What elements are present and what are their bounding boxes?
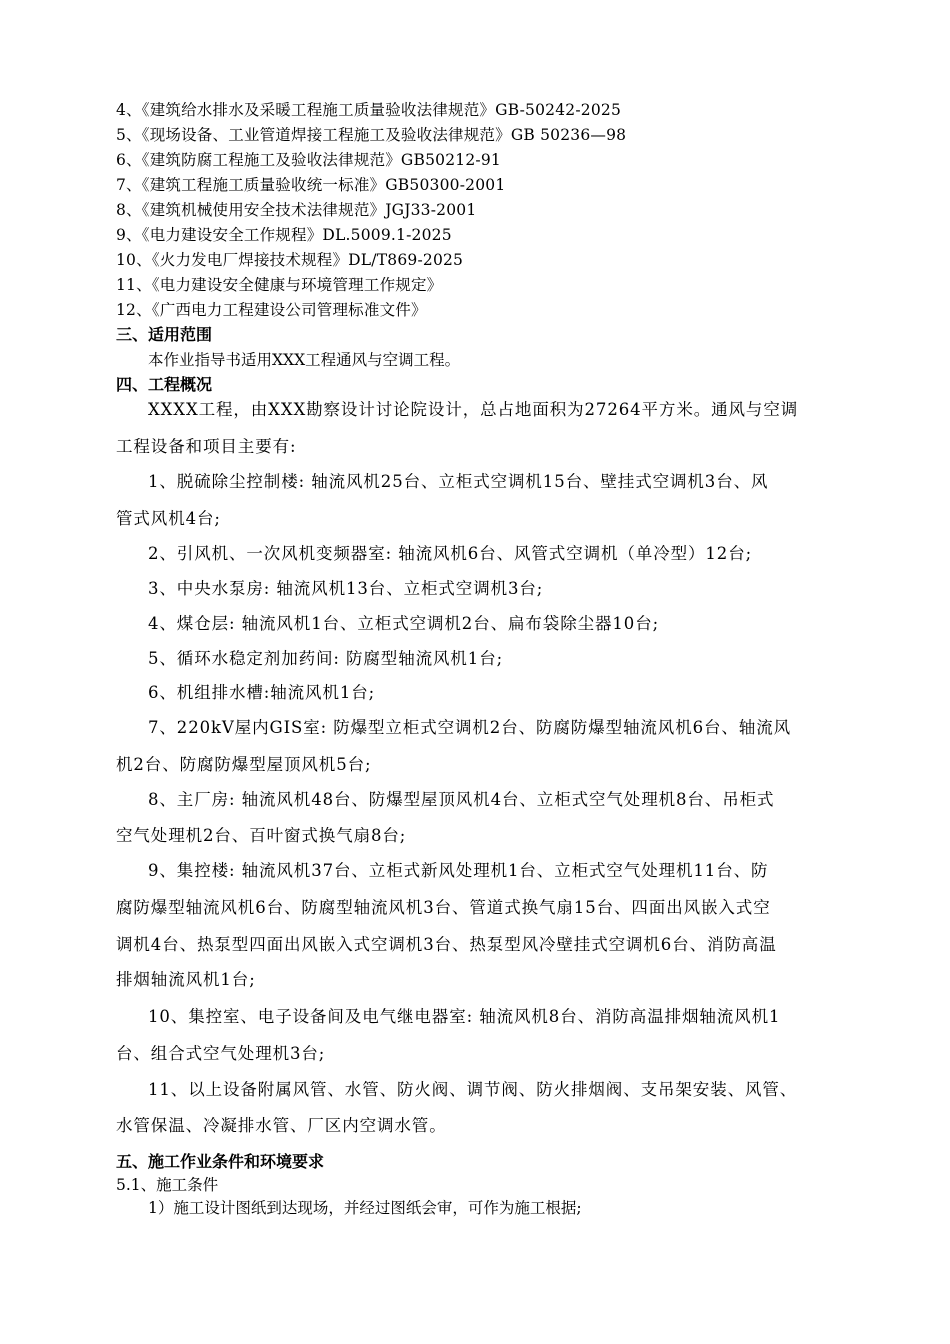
equipment-item: 8、主厂房: 轴流风机48台、防爆型屋顶风机4台、立柜式空气处理机8台、吊柜式 <box>148 790 775 809</box>
reference-item: 11、《电力建设安全健康与环境管理工作规定》 <box>116 276 443 294</box>
equipment-item: 4、煤仓层: 轴流风机1台、立柜式空调机2台、扁布袋除尘器10台; <box>148 614 660 633</box>
equipment-item: 2、引风机、一次风机变频器室: 轴流风机6台、风管式空调机（单冷型）12台; <box>148 544 753 563</box>
equipment-item: 机2台、防腐防爆型屋顶风机5台; <box>116 755 372 774</box>
overview-intro: 工程设备和项目主要有: <box>116 437 297 456</box>
equipment-item: 排烟轴流风机1台; <box>116 970 256 989</box>
section-heading-overview: 四、工程概况 <box>116 375 213 394</box>
reference-item: 12、《广西电力工程建设公司管理标准文件》 <box>116 301 427 319</box>
equipment-item: 管式风机4台; <box>116 509 221 528</box>
reference-item: 10、《火力发电厂焊接技术规程》DL/T869-2025 <box>116 251 464 269</box>
equipment-item: 调机4台、热泵型四面出风嵌入式空调机3台、热泵型风冷壁挂式空调机6台、消防高温 <box>116 935 777 954</box>
equipment-item: 1、脱硫除尘控制楼: 轴流风机25台、立柜式空调机15台、壁挂式空调机3台、风 <box>148 472 769 491</box>
equipment-item: 9、集控楼: 轴流风机37台、立柜式新风处理机1台、立柜式空气处理机11台、防 <box>148 861 769 880</box>
equipment-item: 5、循环水稳定剂加药间: 防腐型轴流风机1台; <box>148 649 504 668</box>
reference-item: 5、《现场设备、工业管道焊接工程施工及验收法律规范》GB 50236—98 <box>116 126 627 144</box>
reference-item: 8、《建筑机械使用安全技术法律规范》JGJ33-2001 <box>116 201 477 219</box>
overview-intro: XXXX工程，由XXX勘察设计讨论院设计，总占地面积为27264平方米。通风与空调 <box>148 400 799 419</box>
equipment-item: 10、集控室、电子设备间及电气继电器室: 轴流风机8台、消防高温排烟轴流风机1 <box>148 1007 781 1026</box>
reference-item: 7、《建筑工程施工质量验收统一标准》GB50300-2001 <box>116 176 506 194</box>
equipment-item: 3、中央水泵房: 轴流风机13台、立柜式空调机3台; <box>148 579 544 598</box>
equipment-item: 台、组合式空气处理机3台; <box>116 1044 326 1063</box>
scope-text: 本作业指导书适用XXX工程通风与空调工程。 <box>148 351 461 369</box>
reference-item: 9、《电力建设安全工作规程》DL.5009.1-2025 <box>116 226 452 244</box>
subsection-heading: 5.1、施工条件 <box>116 1176 219 1194</box>
section-heading-scope: 三、适用范围 <box>116 325 213 344</box>
condition-item: 1）施工设计图纸到达现场，并经过图纸会审，可作为施工根据; <box>148 1199 582 1217</box>
equipment-item: 6、机组排水槽:轴流风机1台; <box>148 683 376 702</box>
equipment-item: 11、以上设备附属风管、水管、防火阀、调节阀、防火排烟阀、支吊架安装、风管、 <box>148 1080 798 1099</box>
equipment-item: 水管保温、冷凝排水管、厂区内空调水管。 <box>116 1116 447 1135</box>
equipment-item: 腐防爆型轴流风机6台、防腐型轴流风机3台、管道式换气扇15台、四面出风嵌入式空 <box>116 898 771 917</box>
equipment-item: 空气处理机2台、百叶窗式换气扇8台; <box>116 826 407 845</box>
reference-item: 4、《建筑给水排水及采暖工程施工质量验收法律规范》GB-50242-2025 <box>116 101 622 119</box>
equipment-item: 7、220kV屋内GIS室: 防爆型立柜式空调机2台、防腐防爆型轴流风机6台、轴流风 <box>148 718 792 737</box>
reference-item: 6、《建筑防腐工程施工及验收法律规范》GB50212-91 <box>116 151 501 169</box>
section-heading-conditions: 五、施工作业条件和环境要求 <box>116 1152 325 1171</box>
